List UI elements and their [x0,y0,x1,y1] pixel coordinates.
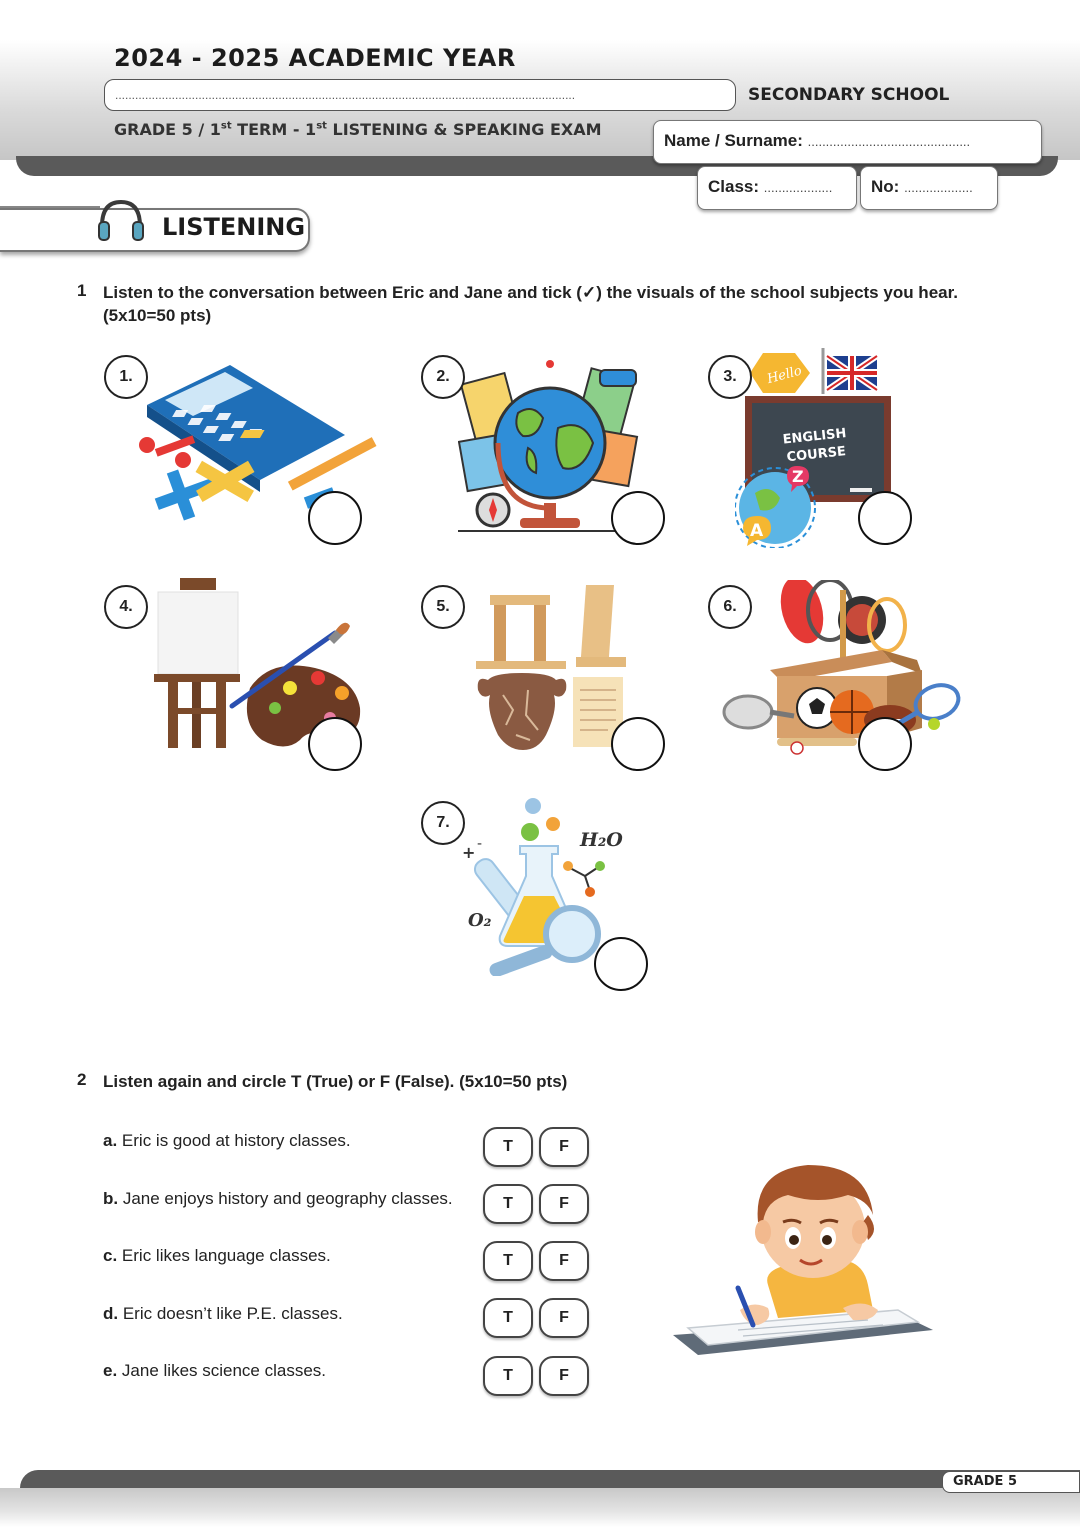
question-2-text: Listen again and circle T (True) or F (False). (5x10=50 pts) [103,1072,568,1091]
item-4-tick-circle[interactable] [308,717,362,771]
item-5-tick-circle[interactable] [611,717,665,771]
footer-grade-label: GRADE 5 [942,1471,1080,1493]
item-1-tick-circle[interactable] [308,491,362,545]
svg-text:A: A [750,521,764,541]
exam-subtitle: GRADE 5 / 1st TERM - 1st LISTENING & SPEAKING EXAM [114,120,602,139]
statement-c-true-option[interactable]: T [483,1241,533,1281]
svg-text:H₂O: H₂O [580,829,623,851]
section-title: LISTENING [162,213,306,241]
statement-c-false-option[interactable]: F [539,1241,589,1281]
statement-d: d. Eric doesn’t like P.E. classes. [103,1304,343,1323]
academic-year-title: 2024 - 2025 ACADEMIC YEAR [114,44,516,72]
statement-e: e. Jane likes science classes. [103,1361,327,1380]
question-1-text: Listen to the conversation between Eric and Jane and tick (✓) the visuals of the school subjects you hear. (5x10=50 pts) [103,283,959,325]
footer-band [0,1488,1080,1527]
number-field[interactable]: No: ................... [860,166,998,210]
statement-b-false-option[interactable]: F [539,1184,589,1224]
statement-c: c. Eric likes language classes. [103,1246,331,1265]
statement-b-true-option[interactable]: T [483,1184,533,1224]
item-7-number: 7. [421,801,465,845]
question-2-number: 2 [77,1070,87,1089]
statement-e-true-option[interactable]: T [483,1356,533,1396]
headphones-icon [96,196,146,244]
item-4-number: 4. [104,585,148,629]
statement-a: a. Eric is good at history classes. [103,1131,351,1150]
question-1-number: 1 [77,281,87,300]
svg-text:ENGLISH: ENGLISH [782,426,848,448]
statement-b: b. Jane enjoys history and geography classes. [103,1189,453,1208]
item-7-tick-circle[interactable] [594,937,648,991]
history-ruins-image [468,585,638,755]
svg-text:Hello: Hello [765,363,804,388]
svg-text:Z: Z [792,467,804,486]
item-2-number: 2. [421,355,465,399]
name-surname-field[interactable]: Name / Surname: ............................................. [653,120,1042,164]
item-3-tick-circle[interactable] [858,491,912,545]
statement-a-false-option[interactable]: F [539,1127,589,1167]
pe-sports-box-image [722,580,967,755]
item-3-number: 3. [708,355,752,399]
statement-e-false-option[interactable]: F [539,1356,589,1396]
item-1-number: 1. [104,355,148,399]
statement-a-true-option[interactable]: T [483,1127,533,1167]
footer-bar [20,1470,1080,1488]
boy-writing-illustration [668,1160,938,1365]
svg-text:COURSE: COURSE [786,444,847,466]
item-2-tick-circle[interactable] [611,491,665,545]
statement-d-true-option[interactable]: T [483,1298,533,1338]
class-field[interactable]: Class: ................... [697,166,857,210]
svg-text:-: - [477,836,483,852]
school-name-field[interactable]: .......................................................................................................................................... [104,79,736,111]
item-5-number: 5. [421,585,465,629]
svg-text:+: + [462,843,476,862]
item-6-number: 6. [708,585,752,629]
statement-d-false-option[interactable]: F [539,1298,589,1338]
svg-text:O₂: O₂ [468,910,492,931]
school-label: SECONDARY SCHOOL [748,85,950,105]
item-6-tick-circle[interactable] [858,717,912,771]
